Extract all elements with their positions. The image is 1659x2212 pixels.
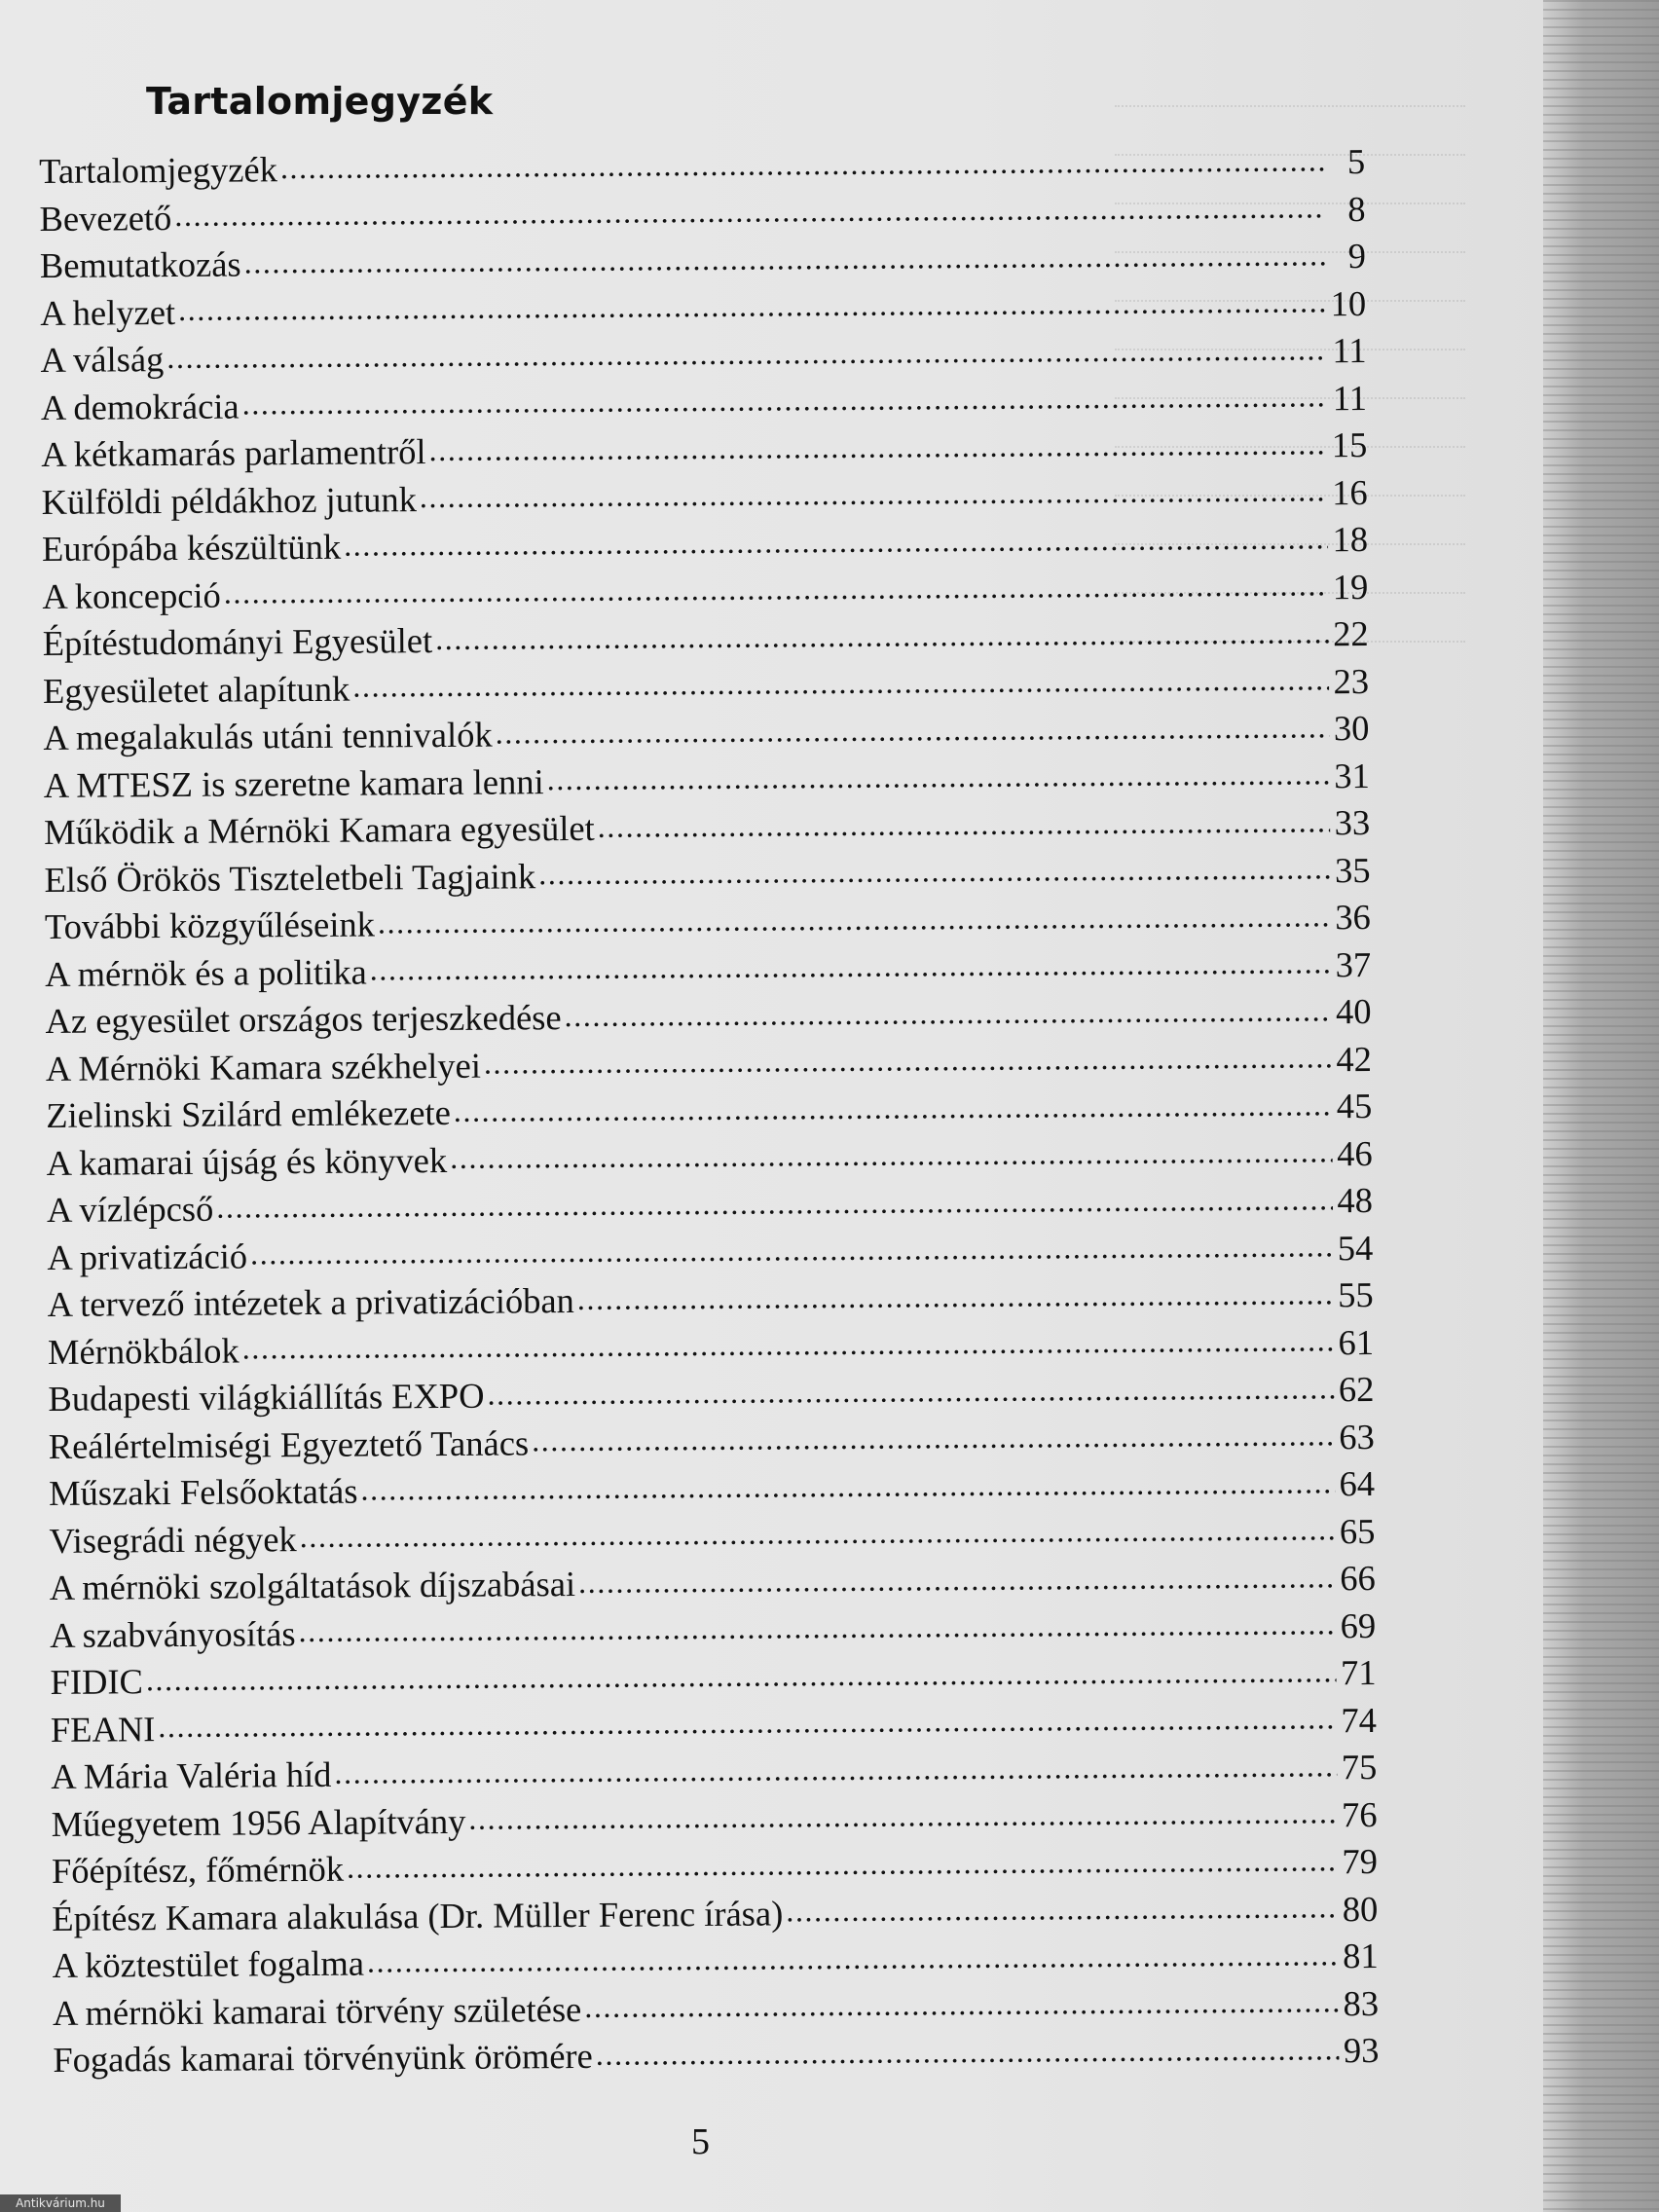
book-page-edge <box>1543 0 1659 2212</box>
toc-entry-page: 46 <box>1336 1132 1373 1173</box>
toc-entry-title: Reálértelmiségi Egyeztető Tanács <box>48 1421 530 1466</box>
dot-leader <box>547 758 1330 793</box>
toc-entry-page: 37 <box>1335 943 1372 984</box>
toc-entry-title: További közgyűléseink <box>44 903 376 946</box>
dot-leader <box>244 239 1326 276</box>
toc-entry-title: A MTESZ is szeretne kamara lenni <box>43 760 544 805</box>
toc-entry-title: Egyesületet alapítunk <box>42 668 350 711</box>
dot-leader <box>352 664 1329 700</box>
page-title: Tartalomjegyzék <box>146 80 494 123</box>
dot-leader <box>435 616 1329 652</box>
toc-entry-title: A koncepció <box>42 574 221 616</box>
toc-entry-title: A kétkamarás parlamentről <box>41 431 426 474</box>
toc-entry-title: Főépítész, főmérnök <box>51 1848 345 1891</box>
toc-entry-page: 23 <box>1333 660 1370 701</box>
toc-entry-page: 30 <box>1333 708 1370 749</box>
dot-leader <box>532 1419 1335 1455</box>
toc-entry-page: 93 <box>1343 2029 1380 2071</box>
toc-entry-page: 31 <box>1334 755 1370 795</box>
dot-leader <box>786 1892 1338 1925</box>
toc-entry-title: Tartalomjegyzék <box>39 149 278 191</box>
toc-entry-title: Műegyetem 1956 Alapítvány <box>51 1800 466 1844</box>
dot-leader <box>420 475 1328 511</box>
dot-leader <box>280 144 1325 181</box>
toc-entry-page: 19 <box>1332 566 1369 607</box>
toc-entry-title: Bevezető <box>39 197 172 239</box>
dot-leader <box>250 1231 1333 1268</box>
toc-entry-title: Európába készültünk <box>41 526 342 569</box>
toc-entry-title: A köztestület fogalma <box>52 1942 365 1985</box>
dot-leader <box>347 1844 1338 1880</box>
toc-entry-title: A tervező intézetek a privatizációban <box>47 1280 574 1324</box>
toc-entry-title: Mérnökbálok <box>47 1330 240 1372</box>
dot-leader <box>428 427 1327 463</box>
dot-leader <box>564 994 1331 1029</box>
dot-leader <box>538 853 1330 888</box>
toc-entry-title: A szabványosítás <box>50 1612 296 1655</box>
dot-leader <box>378 900 1331 936</box>
toc-entry-page: 79 <box>1342 1840 1379 1882</box>
toc-entry-title: A Mérnöki Kamara székhelyei <box>45 1045 482 1088</box>
dot-leader <box>300 1514 1336 1551</box>
dot-leader <box>577 1277 1334 1312</box>
toc-entry-page: 55 <box>1338 1273 1374 1315</box>
dot-leader <box>242 1325 1335 1362</box>
toc-entry-page: 45 <box>1336 1085 1373 1126</box>
dot-leader <box>450 1136 1333 1172</box>
dot-leader <box>166 333 1326 371</box>
toc-entry-page: 80 <box>1342 1888 1379 1929</box>
toc-entry-page: 11 <box>1332 377 1368 418</box>
toc-entry-page: 33 <box>1334 801 1371 843</box>
toc-entry-page: 8 <box>1347 188 1366 229</box>
dot-leader <box>158 1703 1337 1741</box>
toc-entry-page: 36 <box>1335 896 1371 938</box>
dot-leader <box>484 1042 1332 1077</box>
dot-leader <box>298 1608 1336 1645</box>
dot-leader <box>178 286 1326 324</box>
toc-entry-page: 61 <box>1338 1321 1375 1362</box>
toc-entry-page: 66 <box>1340 1557 1376 1599</box>
toc-entry-page: 65 <box>1339 1510 1376 1551</box>
toc-entry-title: A megalakulás utáni tennivalók <box>43 714 493 757</box>
toc-entry-page: 18 <box>1332 519 1369 560</box>
dot-leader <box>242 381 1327 418</box>
toc-entry-title: Építész Kamara alakulása (Dr. Müller Ferenc írása) <box>52 1892 784 1938</box>
toc-entry <box>53 2027 1379 2083</box>
toc-entry-page: 5 <box>1346 141 1366 182</box>
dot-leader <box>367 1938 1339 1974</box>
toc-entry-page: 69 <box>1340 1604 1377 1645</box>
toc-entry-page: 10 <box>1330 282 1367 323</box>
toc-entry-page: 35 <box>1334 849 1371 890</box>
dot-leader <box>496 711 1330 746</box>
toc-entry-page: 48 <box>1337 1179 1374 1221</box>
toc-entry-title: A helyzet <box>40 291 176 333</box>
dot-leader <box>360 1466 1335 1502</box>
toc-entry-page: 16 <box>1331 471 1368 512</box>
toc-entry-title: A privatizáció <box>47 1235 248 1277</box>
dot-leader <box>174 192 1325 230</box>
toc-entry-title: Visegrádi négyek <box>49 1518 297 1561</box>
dot-leader <box>468 1797 1337 1833</box>
toc-entry-title: A vízlépcső <box>46 1188 214 1230</box>
dot-leader <box>596 2033 1340 2068</box>
dot-leader <box>487 1372 1334 1407</box>
toc-entry-page: 83 <box>1343 1982 1380 2023</box>
toc-entry-title: Külföldi példákhoz jutunk <box>41 478 418 522</box>
toc-entry-title: FEANI <box>50 1708 156 1750</box>
dot-leader <box>454 1088 1333 1124</box>
toc-entry-page: 54 <box>1337 1227 1374 1268</box>
toc-entry-page: 15 <box>1331 424 1368 465</box>
toc-entry-title: A válság <box>40 339 165 380</box>
toc-entry-page: 42 <box>1336 1038 1373 1079</box>
toc-entry-title: A mérnöki kamarai törvény születése <box>52 1988 582 2033</box>
toc-entry-title: A kamarai újság és könyvek <box>46 1139 448 1183</box>
dot-leader <box>584 1986 1339 2021</box>
dot-leader <box>224 570 1329 607</box>
dot-leader <box>578 1561 1336 1596</box>
toc-entry-title: Zielinski Szilárd emlékezete <box>46 1091 451 1135</box>
table-of-contents <box>39 138 1380 2083</box>
toc-entry-page: 22 <box>1333 613 1369 654</box>
toc-entry-title: FIDIC <box>50 1661 144 1702</box>
toc-entry-page: 9 <box>1347 236 1366 276</box>
toc-entry-title: A mérnök és a politika <box>45 951 367 994</box>
toc-entry-page: 40 <box>1335 990 1372 1032</box>
toc-entry-title: A Mária Valéria híd <box>51 1753 332 1796</box>
toc-entry-title: Műszaki Felsőoktatás <box>48 1470 358 1513</box>
toc-entry-page: 62 <box>1338 1368 1375 1410</box>
dot-leader <box>216 1183 1333 1220</box>
toc-entry-page: 63 <box>1339 1416 1375 1456</box>
dot-leader <box>146 1655 1337 1693</box>
toc-entry-title: Budapesti világkiállítás EXPO <box>48 1375 485 1419</box>
toc-entry-page: 11 <box>1332 330 1367 371</box>
watermark: Antikvárium.hu <box>0 2194 121 2212</box>
toc-entry-page: 81 <box>1342 1935 1379 1976</box>
toc-entry-page: 74 <box>1341 1699 1378 1740</box>
toc-entry-title: Építéstudományi Egyesület <box>42 620 433 663</box>
dot-leader <box>344 522 1328 558</box>
toc-entry-title: Az egyesület országos terjeszkedése <box>45 997 562 1041</box>
toc-entry-page: 75 <box>1341 1746 1378 1788</box>
toc-entry-title: Fogadás kamarai törvényünk örömére <box>53 2035 593 2080</box>
dot-leader <box>370 947 1332 983</box>
toc-entry-page: 76 <box>1341 1793 1378 1834</box>
toc-entry-title: Működik a Mérnöki Kamara egyesület <box>43 807 595 852</box>
toc-entry-title: Bemutatkozás <box>39 243 241 285</box>
dot-leader <box>334 1750 1337 1787</box>
toc-entry-title: Első Örökös Tiszteletbeli Tagjaink <box>44 855 536 900</box>
dot-leader <box>598 805 1331 840</box>
toc-entry-page: 71 <box>1340 1651 1377 1693</box>
toc-entry-title: A demokrácia <box>40 386 240 427</box>
toc-entry-page: 64 <box>1339 1462 1376 1504</box>
toc-entry-title: A mérnöki szolgáltatások díjszabásai <box>49 1564 576 1607</box>
page-number: 5 <box>691 2121 710 2162</box>
